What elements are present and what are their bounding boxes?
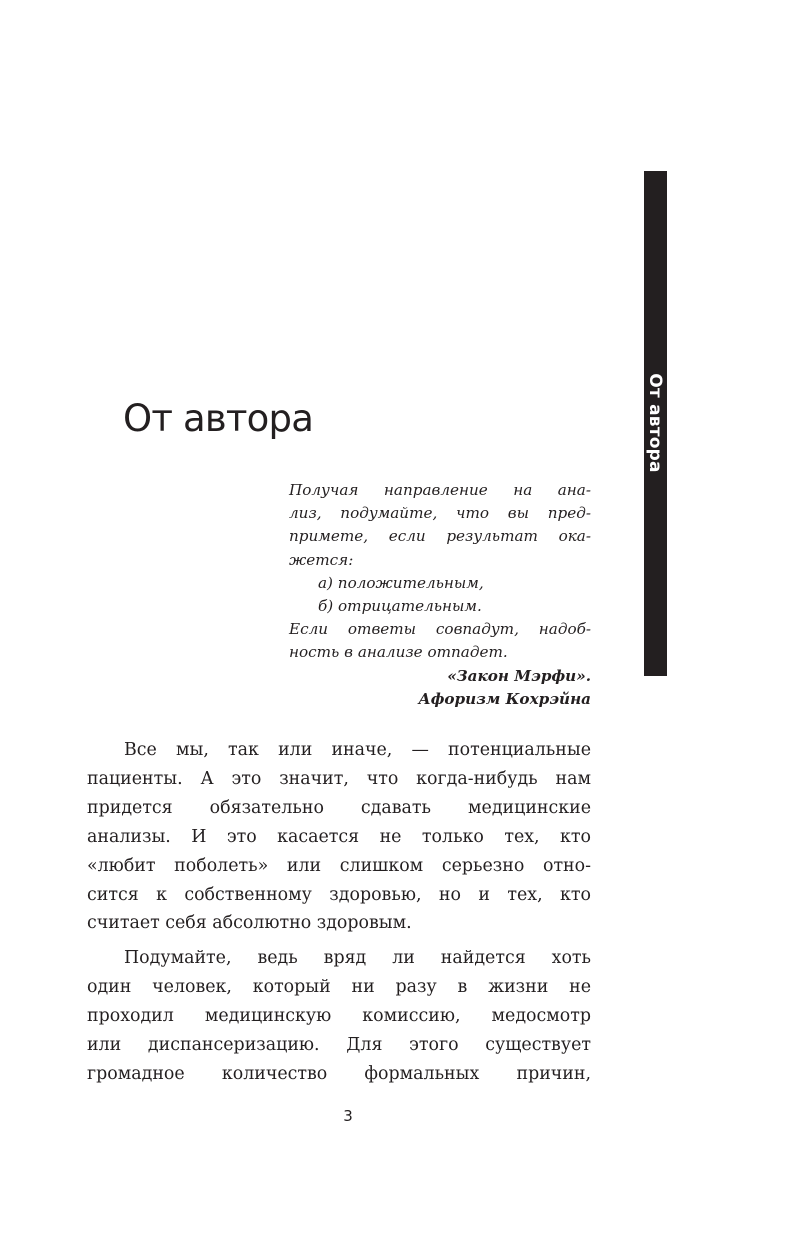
epigraph-option-b: б) отрицательным. [318,597,482,616]
page-number: 3 [343,1107,353,1125]
epigraph-option-a: а) положительным, [318,573,484,592]
paragraph-2-line: проходил медицинскую комиссию, медосмотр [87,1006,591,1027]
epigraph-line: ность в анализе отпадет. [289,643,508,662]
paragraph-2-line: или диспансеризацию. Для этого существует [87,1035,591,1056]
paragraph-1-line: сится к собственному здоровью, но и тех, кто [87,884,591,905]
paragraph-2-line: Подумайте, ведь вряд ли найдется хоть [124,948,591,969]
epigraph-line: лиз, подумайте, что вы пред- [289,504,591,523]
body-text [87,736,591,1089]
epigraph-line: Если ответы совпадут, надоб- [289,620,591,639]
epigraph-line: примете, если результат ока- [289,527,591,546]
paragraph-1-line: «любит поболеть» или слишком серьезно отно- [87,855,591,876]
paragraph-2-line: громадное количество формальных причин, [87,1063,591,1084]
epigraph-attribution: Афоризм Кохрэйна [418,689,591,708]
paragraph-1-line: считает себя абсолютно здоровым. [87,913,412,934]
paragraph-2-line: один человек, который ни разу в жизни не [87,977,591,998]
epigraph [289,479,591,711]
paragraph-1-line: придется обязательно сдавать медицинские [87,797,591,818]
epigraph-line: жется: [289,550,354,569]
paragraph-1-line: пациенты. А это значит, что когда-нибудь нам [87,768,591,789]
epigraph-line: Получая направление на ана- [289,481,591,499]
paragraph-1-line: Все мы, так или иначе, — потенциальные [124,740,591,760]
running-head-label: От автора [645,373,665,473]
epigraph-source: «Закон Мэрфи». [447,666,591,685]
paragraph-1-line: анализы. И это касается не только тех, кто [87,826,591,847]
chapter-title: От автора [123,397,314,440]
